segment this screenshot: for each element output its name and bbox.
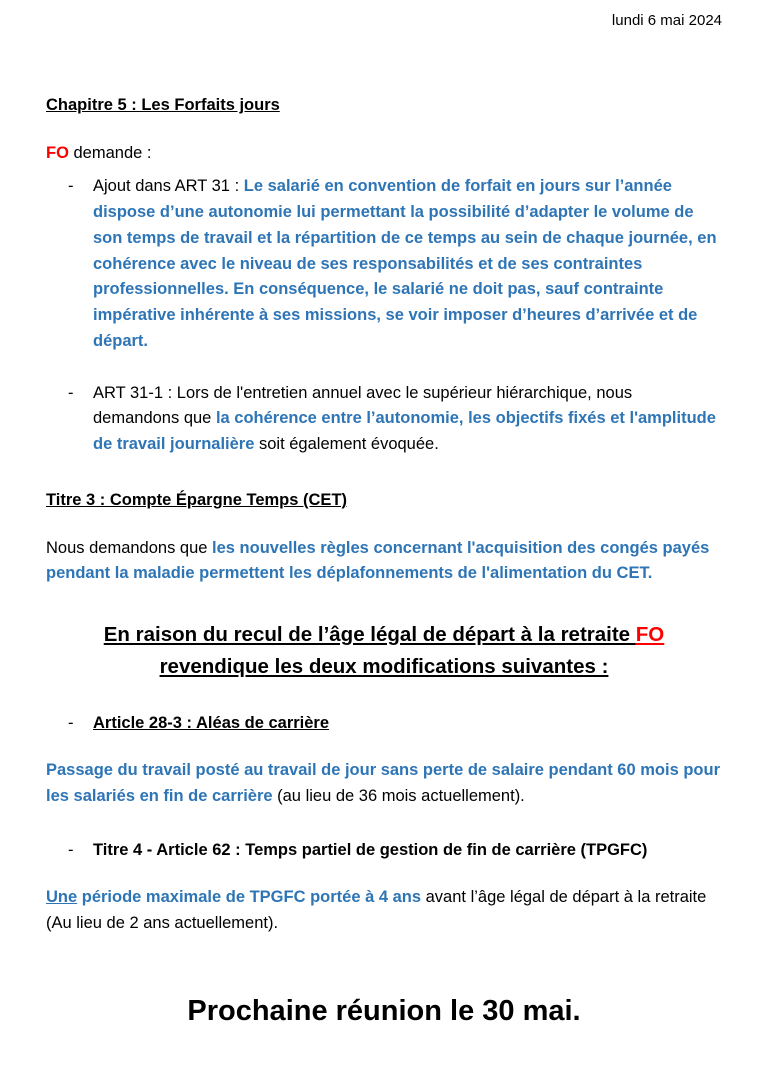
art31-prefix: Ajout dans ART 31 : <box>93 177 244 196</box>
art31-1-suffix: soit également évoquée. <box>254 435 439 454</box>
article28-title: Article 28-3 : Aléas de carrière <box>93 713 330 732</box>
chapter5-demands-list <box>46 174 722 457</box>
fo-demande-text: demande : <box>68 143 152 162</box>
titre4-paragraph <box>46 885 722 936</box>
retraite-heading-suffix: revendique les deux modifications suivantes : <box>159 654 609 678</box>
art31-1-prefix: ART 31-1 : Lors de l'entretien annuel avec le supérieur hiérarchique, nous demandons que <box>93 383 633 428</box>
next-meeting-announcement: Prochaine réunion le 30 mai. <box>187 994 581 1027</box>
article28-demand: Passage du travail posté au travail de jour sans perte de salaire pendant 60 mois pour les salariés en fin de carrière <box>46 761 720 806</box>
fo-demande-line <box>46 141 722 167</box>
art31-1-text <box>93 381 722 458</box>
titre4-une: Une <box>46 888 78 907</box>
list-item-article28 <box>68 711 722 737</box>
titre4-title: Titre 4 - Article 62 : Temps partiel de gestion de fin de carrière (TPGFC) <box>93 840 648 859</box>
retraite-heading <box>60 619 708 683</box>
fo-label: FO <box>46 143 69 162</box>
article28-paragraph <box>46 758 722 809</box>
list-item-art31 <box>68 174 722 354</box>
dash-bullet: - <box>68 840 74 859</box>
titre3-demand: les nouvelles règles concernant l'acquisition des congés payés pendant la maladie permettent les déplafonnements de l'alimentation du CET. <box>46 538 710 583</box>
dash-bullet: - <box>68 383 74 402</box>
titre4-rest: avant l’âge légal de départ à la retraite (Au lieu de 2 ans actuellement). <box>46 888 707 933</box>
art31-demand: Le salarié en convention de forfait en jours sur l’année dispose d’une autonomie lui permettant la possibilité d’adapter le volume de son temps de travail et la répartition de ce temps au sein de chaque journée, en cohérence avec le niveau de ses responsabilités et de ses contraintes professionnelles. En conséquence, le salarié ne doit pas, sauf contrainte impérative inhérente à ses missions, se voir imposer d’heures d’arrivée et de départ. <box>93 177 717 350</box>
art31-text <box>93 174 722 354</box>
titre3-paragraph <box>46 536 722 587</box>
article28-note: (au lieu de 36 mois actuellement). <box>277 787 525 806</box>
list-item-titre4 <box>68 838 722 864</box>
titre4-demand: période maximale de TPGFC portée à 4 ans <box>77 888 422 907</box>
list-item-art31-1 <box>68 381 722 458</box>
document-date: lundi 6 mai 2024 <box>611 12 722 29</box>
titre3-title: Titre 3 : Compte Épargne Temps (CET) <box>46 490 348 509</box>
dash-bullet: - <box>68 177 74 196</box>
chapter5-title: Chapitre 5 : Les Forfaits jours <box>46 96 280 114</box>
art31-1-demand: la cohérence entre l’autonomie, les objectifs fixés et l'amplitude de travail journalière <box>93 409 716 454</box>
retraite-heading-prefix: En raison du recul de l’âge légal de départ à la retraite <box>103 623 636 647</box>
titre3-prefix: Nous demandons que <box>46 538 213 557</box>
retraite-heading-fo: FO <box>635 623 665 647</box>
dash-bullet: - <box>68 713 74 732</box>
